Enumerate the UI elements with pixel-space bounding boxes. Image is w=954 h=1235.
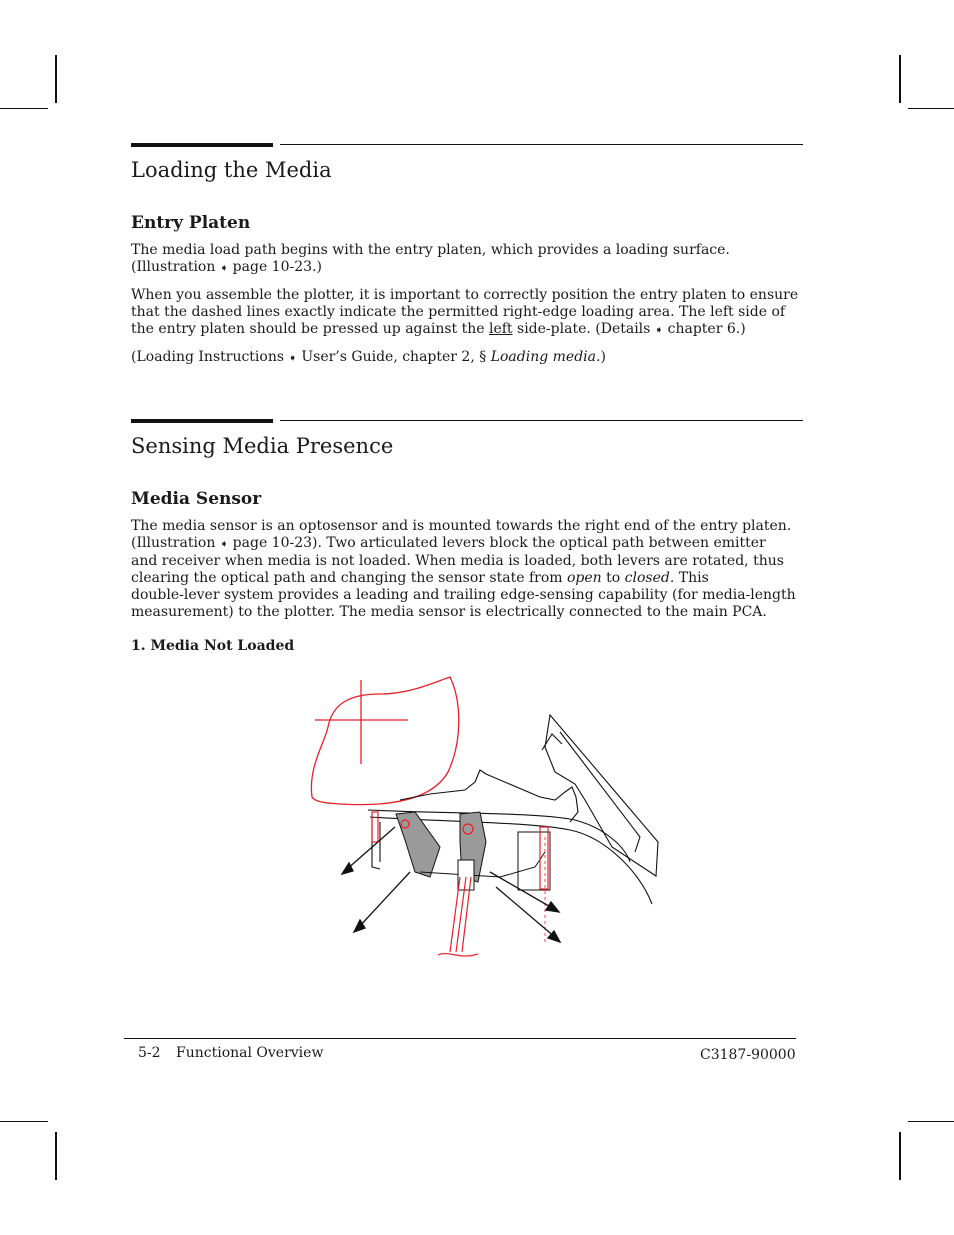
- text-span: side-plate. (Details: [517, 321, 651, 337]
- pointer-icon: ➧: [654, 325, 664, 336]
- text-span: (Illustration: [131, 259, 216, 275]
- cross-reference-link[interactable]: page 10-23.): [232, 259, 322, 275]
- text-line: that the dashed lines exactly indicate the permitted right-edge loading area. The left side of: [131, 304, 786, 320]
- subsection-title-media-sensor: Media Sensor: [131, 489, 262, 509]
- entry-platen-paragraph-1: [131, 242, 801, 277]
- cross-reference-link[interactable]: page 10-23). Two articulated levers block the optical path between emitter: [232, 535, 766, 551]
- cross-reference-link[interactable]: User’s Guide, chapter 2, §: [301, 349, 487, 365]
- crop-mark-top-right-vertical: [899, 55, 901, 103]
- text-line: [131, 535, 801, 553]
- section-rule-thick: [131, 419, 273, 423]
- text-line: measurement) to the plotter. The media sensor is electrically connected to the main PCA.: [131, 604, 767, 620]
- paper-detail-circle: [311, 677, 458, 805]
- italic-reference: Loading media: [490, 349, 596, 365]
- italic-word: open: [566, 570, 602, 586]
- text-line: [131, 259, 801, 277]
- text-span: clearing the optical path and changing the sensor state from: [131, 570, 563, 586]
- crop-mark-bottom-left-vertical: [55, 1132, 57, 1180]
- text-line: When you assemble the plotter, it is important to correctly position the entry platen to ensure: [131, 287, 799, 303]
- text-line: [131, 321, 801, 339]
- figure-caption: 1. Media Not Loaded: [131, 638, 295, 654]
- text-line: double-lever system provides a leading and trailing edge-sensing capability (for media-length: [131, 587, 796, 603]
- crop-mark-bottom-left-horizontal: [0, 1121, 48, 1122]
- crop-mark-top-left-vertical: [55, 55, 57, 103]
- text-span: (Illustration: [131, 535, 216, 551]
- subsection-title-entry-platen: Entry Platen: [131, 213, 251, 233]
- text-span: .): [596, 349, 606, 365]
- text-line: [131, 349, 801, 367]
- section-rule-thin: [280, 144, 803, 145]
- section-rule-thin: [280, 420, 803, 421]
- callout-arrows: [342, 827, 560, 942]
- underlined-word: left: [488, 321, 513, 337]
- section-title-sensing-media: Sensing Media Presence: [131, 434, 394, 458]
- section-title-loading-media: Loading the Media: [131, 158, 332, 182]
- media-sensor-illustration: [300, 672, 670, 962]
- text-line: and receiver when media is not loaded. When media is loaded, both levers are rotated, thus: [131, 553, 784, 569]
- crop-mark-bottom-right-horizontal: [908, 1121, 954, 1122]
- text-line: The media load path begins with the entry platen, which provides a loading surface.: [131, 242, 730, 258]
- sensor-levers: [372, 812, 550, 942]
- text-span: the entry platen should be pressed up against the: [131, 321, 485, 337]
- entry-platen-paragraph-3: [131, 349, 801, 367]
- crop-mark-top-left-horizontal: [0, 108, 48, 109]
- footer-chapter-title: Functional Overview: [176, 1045, 324, 1061]
- platen-guide: [368, 715, 658, 904]
- media-sensor-paragraph: [131, 518, 801, 621]
- italic-word: closed: [624, 570, 670, 586]
- pointer-icon: ➧: [219, 539, 229, 550]
- entry-platen-paragraph-2: [131, 287, 801, 339]
- footer-document-number: C3187-90000: [700, 1047, 796, 1063]
- text-line: [131, 570, 801, 587]
- pointer-icon: ➧: [219, 263, 229, 274]
- text-span: . This: [669, 570, 709, 586]
- text-span: to: [606, 570, 621, 586]
- crop-mark-bottom-right-vertical: [899, 1132, 901, 1180]
- footer-page-number: 5-2: [138, 1045, 161, 1061]
- section-rule-thick: [131, 143, 273, 147]
- pointer-icon: ➧: [288, 353, 297, 364]
- text-span: (Loading Instructions: [131, 349, 285, 365]
- cross-reference-link[interactable]: chapter 6.): [667, 321, 746, 337]
- footer-rule: [124, 1038, 796, 1039]
- crop-mark-top-right-horizontal: [908, 108, 954, 109]
- text-line: The media sensor is an optosensor and is mounted towards the right end of the entry platen.: [131, 518, 792, 534]
